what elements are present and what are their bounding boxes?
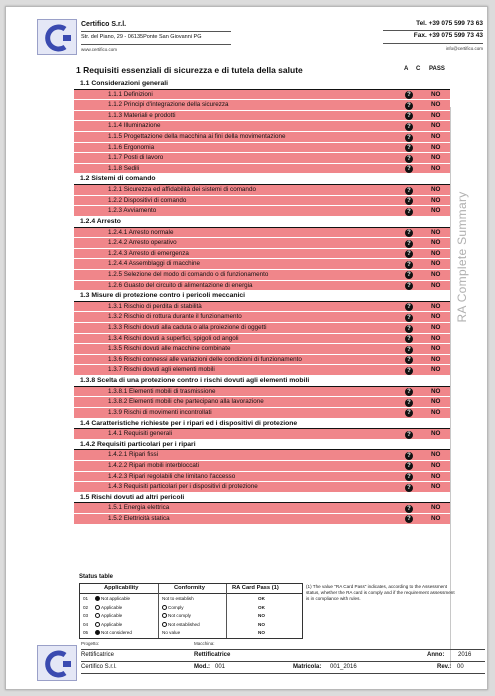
pass-status: NO	[431, 461, 441, 469]
requirement-row[interactable]	[74, 228, 450, 239]
status-note: (1) The value "RA Card Pass" indicates, according to the Assessment status, whether the RA card is comply and if the requirement assessment is in compliance with rules.	[306, 584, 455, 602]
divider	[383, 30, 483, 31]
requirement-label: 1.1.4 Illuminazione	[108, 122, 161, 130]
requirement-label: 1.2.4.1 Arresto normale	[108, 228, 174, 236]
requirement-label: 1.1.6 Ergonomia	[108, 143, 155, 151]
requirement-row[interactable]	[74, 143, 450, 154]
serial-label: Matricola:	[293, 664, 322, 670]
status-circle-icon	[95, 605, 100, 610]
question-mark-icon[interactable]: ?	[405, 123, 413, 131]
pass-status: NO	[431, 483, 441, 491]
requirement-label: 1.1.5 Progettazione della macchina ai fini della movimentazione	[108, 133, 286, 141]
requirement-row[interactable]	[74, 397, 450, 408]
status-circle-icon	[95, 596, 100, 601]
pass-status: NO	[431, 186, 441, 194]
requirement-row[interactable]	[74, 153, 450, 164]
section-label: 1.2.4 Arresto	[80, 217, 121, 225]
requirement-row[interactable]	[74, 323, 450, 334]
row-number: 05	[83, 630, 89, 636]
requirement-label: 1.5.1 Energia elettrica	[108, 504, 170, 512]
revision-label: Rev.:	[437, 664, 452, 670]
status-circle-icon	[95, 622, 100, 627]
year-value: 2016	[458, 652, 472, 658]
requirement-row[interactable]	[74, 90, 450, 101]
question-mark-icon[interactable]: ?	[405, 155, 413, 163]
pass-status: NO	[431, 164, 441, 172]
conformity-value: Not established	[168, 621, 200, 627]
pass-status: NO	[431, 408, 441, 416]
question-mark-icon[interactable]: ?	[405, 229, 413, 237]
pass-status: NO	[431, 302, 441, 310]
section-row	[74, 419, 450, 430]
applicability-value: Not applicable	[101, 596, 131, 601]
question-mark-icon[interactable]: ?	[405, 282, 413, 290]
pass-status: NO	[431, 122, 441, 130]
question-mark-icon[interactable]: ?	[405, 356, 413, 364]
company-address: Str. del Piano, 29 - 06135Ponte San Giovanni PG	[81, 34, 202, 40]
footer-logo	[37, 645, 77, 681]
requirement-label: 1.1.2 Principi d'integrazione della sicurezza	[108, 101, 229, 109]
requirement-label: 1.1.7 Posti di lavoro	[108, 154, 164, 162]
requirement-row[interactable]	[74, 312, 450, 323]
requirement-row[interactable]	[74, 514, 450, 525]
conformity-value: Not comply	[168, 613, 191, 619]
requirement-row[interactable]	[74, 164, 450, 175]
requirement-label: 1.4.2.3 Ripari regolabili che limitano l'accesso	[108, 472, 236, 480]
applicability-value: Not considered	[101, 630, 132, 636]
question-mark-icon[interactable]: ?	[405, 473, 413, 481]
status-circle-icon	[162, 605, 167, 610]
question-mark-icon[interactable]: ?	[405, 325, 413, 333]
mod-value: 001	[215, 664, 226, 670]
status-table-header: RA Card Pass (1)	[232, 585, 279, 591]
pass-status: NO	[431, 239, 441, 247]
ra-pass-value: NO	[258, 630, 265, 636]
requirement-row[interactable]	[74, 111, 450, 122]
column-c-header: C	[416, 66, 421, 72]
pass-status: NO	[431, 313, 441, 321]
year-label: Anno:	[427, 652, 445, 658]
section-label: 1.5 Rischi dovuti ad altri pericoli	[80, 493, 185, 501]
question-mark-icon[interactable]: ?	[405, 409, 413, 417]
divider	[81, 44, 231, 45]
ra-pass-value: NO	[258, 613, 265, 619]
requirement-label: 1.1.8 Sedili	[108, 164, 140, 172]
requirement-row[interactable]	[74, 302, 450, 313]
conformity-value: Not to establish	[162, 596, 194, 601]
pass-status: NO	[431, 324, 441, 332]
status-table-row	[80, 604, 302, 612]
side-label: RA Complete Summary	[455, 191, 469, 323]
pass-status: NO	[431, 387, 441, 395]
company-name: Certifico S.r.l.	[81, 21, 127, 28]
question-mark-icon[interactable]: ?	[405, 484, 413, 492]
conformity-value: No value	[162, 630, 181, 636]
project-label: Progetto:	[81, 641, 100, 646]
section-title-row	[76, 65, 452, 77]
logo-c-icon	[38, 646, 78, 682]
requirement-row[interactable]	[74, 238, 450, 249]
conformity-value: Comply	[168, 604, 184, 610]
question-mark-icon[interactable]: ?	[405, 165, 413, 173]
mod-label: Mod.:	[194, 664, 210, 670]
status-circle-icon	[95, 630, 100, 635]
requirement-label: 1.2.3 Avviamento	[108, 207, 157, 215]
question-mark-icon[interactable]: ?	[405, 187, 413, 195]
ra-pass-value: OK	[258, 604, 265, 610]
divider	[81, 661, 485, 662]
question-mark-icon[interactable]: ?	[405, 515, 413, 523]
requirement-label: 1.3.1 Rischio di perdita di stabilità	[108, 302, 202, 310]
section-row	[74, 291, 450, 302]
requirement-label: 1.2.6 Guasto del circuito di alimentazione di energia	[108, 281, 253, 289]
requirement-label: 1.1.3 Materiali e prodotti	[108, 111, 176, 119]
requirement-row[interactable]	[74, 249, 450, 260]
question-mark-icon[interactable]: ?	[405, 250, 413, 258]
question-mark-icon[interactable]: ?	[405, 261, 413, 269]
project-value: Rettificatrice	[81, 652, 115, 658]
section-label: 1.3 Misure di protezione contro i pericoli meccanici	[80, 292, 246, 300]
document-page	[5, 6, 488, 690]
company-fax: Fax. +39 075 599 73 43	[413, 32, 483, 39]
status-table-row	[80, 595, 302, 603]
status-circle-icon	[162, 613, 167, 618]
question-mark-icon[interactable]: ?	[405, 399, 413, 407]
requirement-row[interactable]	[74, 461, 450, 472]
pass-status: NO	[431, 514, 441, 522]
requirements-list	[74, 79, 450, 525]
question-mark-icon[interactable]: ?	[405, 134, 413, 142]
pass-status: NO	[431, 101, 441, 109]
question-mark-icon[interactable]: ?	[405, 112, 413, 120]
requirement-row[interactable]	[74, 185, 450, 196]
question-mark-icon[interactable]: ?	[405, 197, 413, 205]
requirement-row[interactable]	[74, 121, 450, 132]
serial-value: 001_2016	[330, 664, 357, 670]
column-pass-header: PASS	[429, 66, 445, 72]
requirement-label: 1.4.2.1 Ripari fissi	[108, 451, 159, 459]
status-table	[79, 583, 303, 639]
requirement-label: 1.4.3 Requisiti particolari per i dispositivi di protezione	[108, 483, 258, 491]
section-label: 1.4 Caratteristiche richieste per i ripari ed i dispositivi di protezione	[80, 419, 298, 427]
ra-pass-value: OK	[258, 596, 265, 601]
section-row	[74, 174, 450, 185]
pass-status: NO	[431, 196, 441, 204]
applicability-value: Applicable	[101, 613, 123, 619]
requirement-label: 1.3.8.1 Elementi mobili di trasmissione	[108, 387, 216, 395]
requirement-row[interactable]	[74, 344, 450, 355]
requirement-label: 1.3.6 Rischi connessi alle variazioni delle condizioni di funzionamento	[108, 355, 302, 363]
pass-status: NO	[431, 345, 441, 353]
revision-value: 00	[457, 664, 464, 670]
requirement-row[interactable]	[74, 196, 450, 207]
pass-status: NO	[431, 366, 441, 374]
requirement-row[interactable]	[74, 132, 450, 143]
question-mark-icon[interactable]: ?	[405, 91, 413, 99]
question-mark-icon[interactable]: ?	[405, 271, 413, 279]
requirement-row[interactable]	[74, 408, 450, 419]
requirement-label: 1.2.2 Dispositivi di comando	[108, 196, 187, 204]
company-phone: Tel. +39 075 599 73 63	[416, 20, 483, 27]
divider	[383, 43, 483, 44]
pass-status: NO	[431, 355, 441, 363]
requirement-row[interactable]	[74, 503, 450, 514]
row-number: 04	[83, 621, 89, 627]
question-mark-icon[interactable]: ?	[405, 208, 413, 216]
page-footer	[37, 641, 485, 689]
question-mark-icon[interactable]: ?	[405, 346, 413, 354]
question-mark-icon[interactable]: ?	[405, 388, 413, 396]
requirement-label: 1.1.1 Definizioni	[108, 90, 153, 98]
requirement-label: 1.3.2 Rischio di rottura durante il funzionamento	[108, 313, 242, 321]
question-mark-icon[interactable]: ?	[405, 505, 413, 513]
section-row	[74, 217, 450, 228]
pass-status: NO	[431, 430, 441, 438]
question-mark-icon[interactable]: ?	[405, 335, 413, 343]
pass-status: NO	[431, 90, 441, 98]
status-table-header: Applicability	[104, 585, 139, 591]
pass-status: NO	[431, 398, 441, 406]
section-label: 1.2 Sistemi di comando	[80, 175, 156, 183]
pass-status: NO	[431, 228, 441, 236]
status-circle-icon	[162, 622, 167, 627]
question-mark-icon[interactable]: ?	[405, 452, 413, 460]
question-mark-icon[interactable]: ?	[405, 314, 413, 322]
machine-label: Macchina:	[194, 641, 215, 646]
status-table-row	[80, 629, 302, 637]
pass-status: NO	[431, 334, 441, 342]
pass-status: NO	[431, 111, 441, 119]
section-row	[74, 79, 450, 90]
section-row	[74, 493, 450, 504]
logo-c-icon	[38, 20, 78, 56]
section-label: 1.3.8 Scelta di una protezione contro i rischi dovuti agli elementi mobili	[80, 377, 310, 385]
question-mark-icon[interactable]: ?	[405, 144, 413, 152]
requirement-label: 1.3.4 Rischi dovuti a superfici, spigoli od angoli	[108, 334, 239, 342]
requirement-label: 1.3.8.2 Elementi mobili che partecipano alla lavorazione	[108, 398, 264, 406]
requirement-label: 1.2.4.3 Arresto di emergenza	[108, 249, 189, 257]
requirement-label: 1.3.3 Rischi dovuti alla caduta o alla proiezione di oggetti	[108, 324, 267, 332]
requirement-row[interactable]	[74, 270, 450, 281]
pass-status: NO	[431, 281, 441, 289]
pass-status: NO	[431, 154, 441, 162]
company-website[interactable]: www.certifico.com	[81, 47, 118, 52]
pass-status: NO	[431, 249, 441, 257]
status-table-row	[80, 621, 302, 629]
row-number: 02	[83, 604, 89, 610]
requirement-row[interactable]	[74, 355, 450, 366]
pass-status: NO	[431, 451, 441, 459]
applicability-value: Applicable	[101, 604, 123, 610]
requirement-row[interactable]	[74, 259, 450, 270]
pass-status: NO	[431, 133, 441, 141]
requirement-row[interactable]	[74, 482, 450, 493]
requirement-row[interactable]	[74, 450, 450, 461]
requirement-row[interactable]	[74, 387, 450, 398]
question-mark-icon[interactable]: ?	[405, 431, 413, 439]
requirement-label: 1.2.5 Selezione del modo di comando o di funzionamento	[108, 270, 269, 278]
pass-status: NO	[431, 270, 441, 278]
requirement-row[interactable]	[74, 281, 450, 292]
page-header	[37, 19, 485, 57]
requirement-label: 1.5.2 Elettricità statica	[108, 514, 170, 522]
question-mark-icon[interactable]: ?	[405, 462, 413, 470]
section-title: 1 Requisiti essenziali di sicurezza e di tutela della salute	[76, 65, 303, 75]
section-row	[74, 376, 450, 387]
section-label: 1.1 Considerazioni generali	[80, 80, 169, 87]
status-table-row	[80, 612, 302, 620]
requirement-row[interactable]	[74, 365, 450, 376]
question-mark-icon[interactable]: ?	[405, 303, 413, 311]
company-email[interactable]: info@certifico.com	[445, 46, 483, 51]
section-row	[74, 440, 450, 451]
pass-status: NO	[431, 472, 441, 480]
requirement-row[interactable]	[74, 206, 450, 217]
divider	[81, 673, 485, 674]
status-table-title: Status table	[79, 574, 114, 580]
machine-value: Rettificatrice	[194, 652, 231, 658]
requirement-label: 1.3.9 Rischi di movimenti incontrollati	[108, 408, 212, 416]
requirement-label: 1.3.5 Rischi dovuti alle macchine combinate	[108, 345, 231, 353]
requirement-label: 1.2.1 Sicurezza ed affidabilità dei sistemi di comando	[108, 186, 256, 194]
pass-status: NO	[431, 143, 441, 151]
status-circle-icon	[95, 613, 100, 618]
requirement-row[interactable]	[74, 429, 450, 440]
pass-status: NO	[431, 260, 441, 268]
applicability-value: Applicable	[101, 621, 123, 627]
section-label: 1.4.2 Requisiti particolari per i ripari	[80, 440, 196, 448]
question-mark-icon[interactable]: ?	[405, 102, 413, 110]
requirement-label: 1.4.1 Requisiti generali	[108, 430, 173, 438]
status-table-header: Conformity	[174, 585, 205, 591]
divider	[81, 31, 231, 32]
requirement-row[interactable]	[74, 100, 450, 111]
requirement-label: 1.3.7 Rischi dovuti agli elementi mobili	[108, 366, 215, 374]
company-logo	[37, 19, 77, 55]
requirement-label: 1.2.4.4 Assemblaggi di macchine	[108, 260, 201, 268]
divider	[80, 593, 302, 594]
pass-status: NO	[431, 207, 441, 215]
requirement-label: 1.4.2.2 Ripari mobili interbloccati	[108, 461, 199, 469]
requirement-row[interactable]	[74, 334, 450, 345]
footer-company: Certifico S.r.l.	[81, 664, 117, 670]
pass-status: NO	[431, 504, 441, 512]
row-number: 03	[83, 613, 89, 619]
requirement-row[interactable]	[74, 472, 450, 483]
row-number: 01	[83, 596, 89, 601]
question-mark-icon[interactable]: ?	[405, 240, 413, 248]
question-mark-icon[interactable]: ?	[405, 367, 413, 375]
ra-pass-value: NO	[258, 621, 265, 627]
divider	[81, 649, 485, 650]
column-a-header: A	[404, 66, 409, 72]
requirement-label: 1.2.4.2 Arresto operativo	[108, 239, 177, 247]
